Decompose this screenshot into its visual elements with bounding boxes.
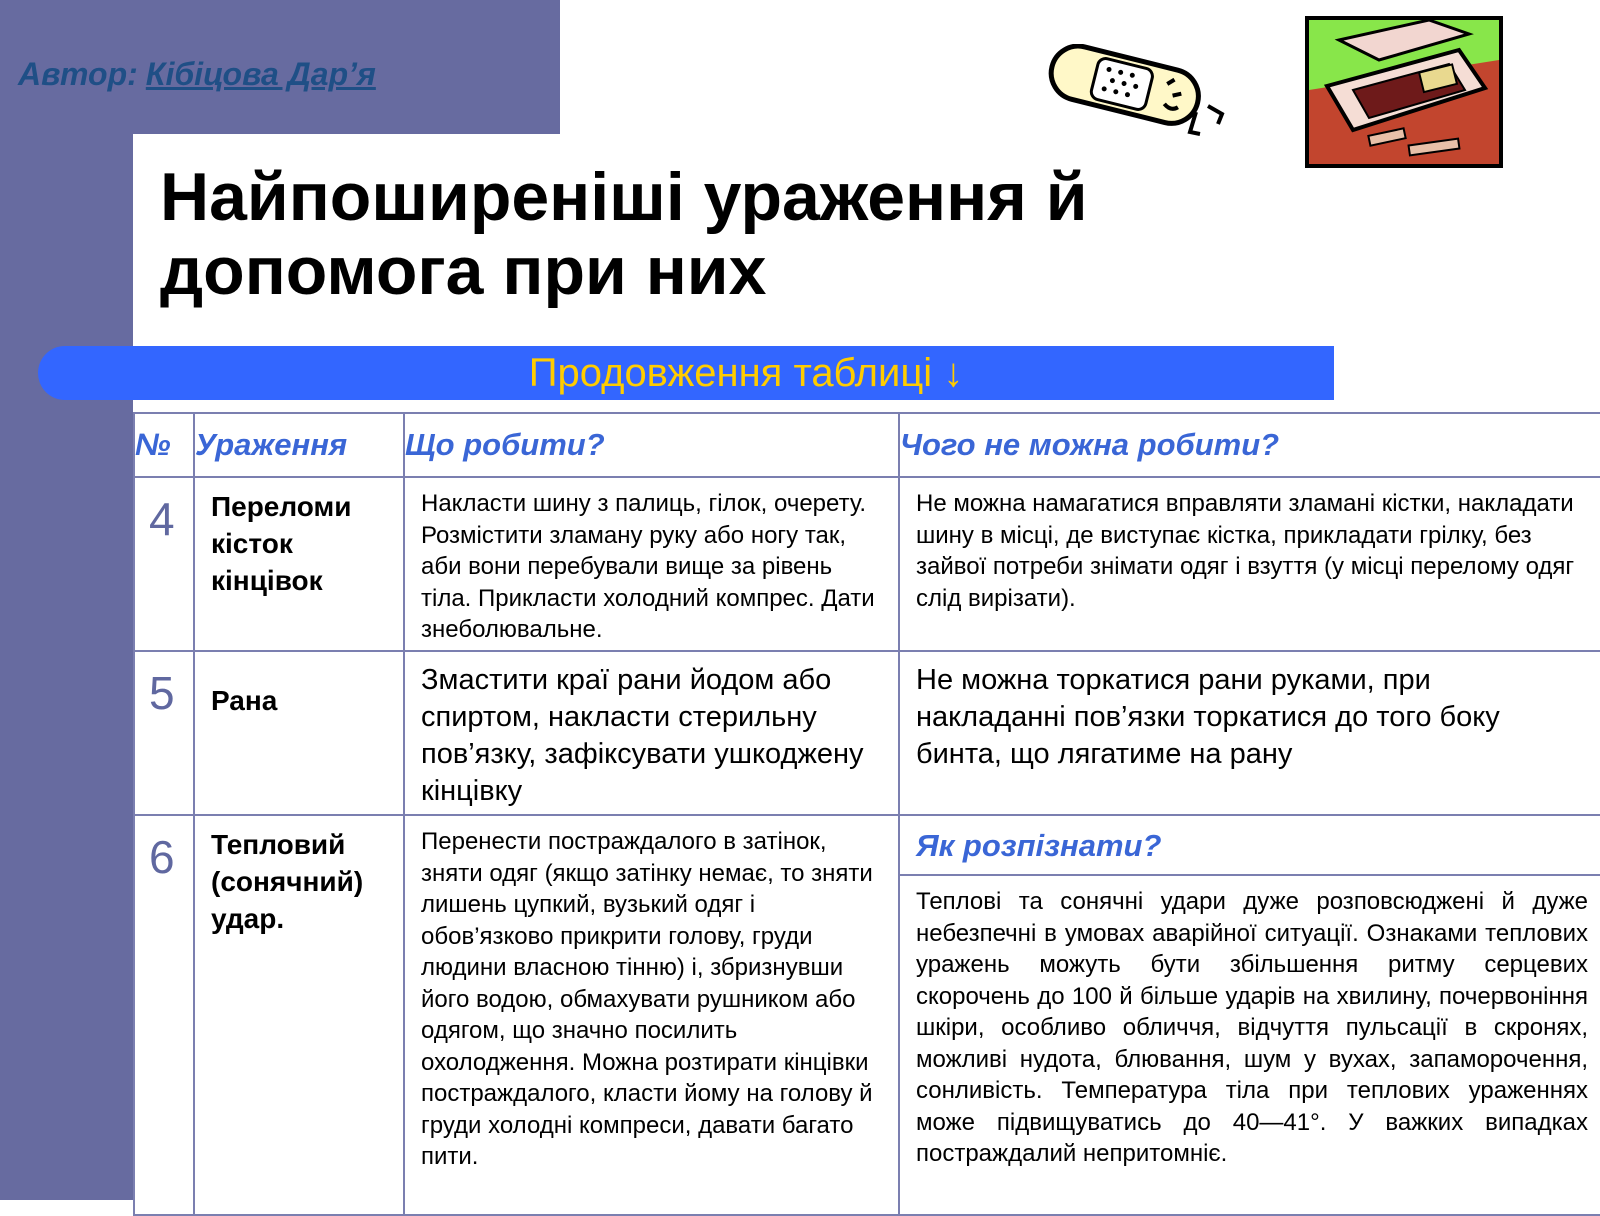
- author-line: [18, 56, 376, 93]
- row-number: 6: [149, 831, 175, 883]
- table-row: [134, 477, 1600, 651]
- table-header-row: [134, 413, 1600, 477]
- todo-text: Змастити краї рани йодом або спиртом, накласти стерильну пов’язку, зафіксувати ушкоджену кінцівку: [421, 664, 864, 807]
- author-link[interactable]: Кібіцова Дар’я: [145, 56, 376, 92]
- recognize-text: Теплові та сонячні удари дуже розповсюджені й дуже небезпечні в умовах аварійної ситуації. Ознаками теплових уражень можуть бути збільшення ритму серцевих скорочень до 100 й більше ударів на хвилину, почервоніння шкіри, особливо обличчя, відчуття пульсації в скронях, можливі нудота, блювання, шум у вухах, запаморочення, сонливість. Температура тіла при теплових ураженнях може підвищуватись до 40—41°. У важких випадках постраждалий непритомніє.: [916, 888, 1588, 1167]
- injury-name: Тепловий (сонячний) удар.: [211, 829, 364, 934]
- bandage-icon: [1046, 44, 1236, 144]
- dont-text: Не можна намагатися вправляти зламані кістки, накладати шину в місці, де виступає кістка, прикладати грілку, без зайвої потреби знімати одяг і взуття (у місці перелому одяг слід вирізати).: [916, 490, 1575, 612]
- dont-text: Не можна торкатися рани руками, при накладанні пов’язки торкатися до того боку бинта, що лягатиме на рану: [916, 664, 1500, 770]
- recognize-header: Як розпізнати?: [900, 816, 1600, 876]
- author-label: Автор:: [18, 56, 138, 92]
- sidebar-band: [0, 0, 133, 1200]
- todo-text: Накласти шину з палиць, гілок, очерету. Розмістити зламану руку або ногу так, аби вони перебували вище за рівень тіла. Прикласти холодний компрес. Дати знеболювальне.: [421, 490, 875, 643]
- header-number: №: [134, 413, 194, 477]
- injury-name: Рана: [211, 685, 278, 716]
- first-aid-kit-icon: [1305, 16, 1503, 168]
- table-row: [134, 651, 1600, 815]
- injuries-table: [133, 412, 1600, 1216]
- header-what-to-do: Що робити?: [404, 413, 899, 477]
- continuation-banner: [38, 346, 1334, 400]
- header-injury: Ураження: [194, 413, 404, 477]
- injury-name: Переломи кісток кінцівок: [211, 491, 352, 596]
- page-title: Найпоширеніші ураження й допомога при них: [160, 159, 1088, 309]
- banner-text: Продовження таблиці ↓: [528, 351, 964, 395]
- todo-text: Перенести постраждалого в затінок, зняти одяг (якщо затінку немає, то зняти лишень цупкий, вузький одяг і обов’язково прикрити голову, груди людини власною тінню) і, збризнувши його водою, обмахувати рушником або одягом, що значно посилить охолодження. Можна розтирати кінцівки постраждалого, класти йому на голову й груди холодні компреси, давати багато пити.: [421, 828, 873, 1170]
- row-number: 4: [149, 493, 175, 545]
- table-row: [134, 815, 1600, 1215]
- header-what-not-to-do: Чого не можна робити?: [899, 413, 1600, 477]
- row-number: 5: [149, 667, 175, 719]
